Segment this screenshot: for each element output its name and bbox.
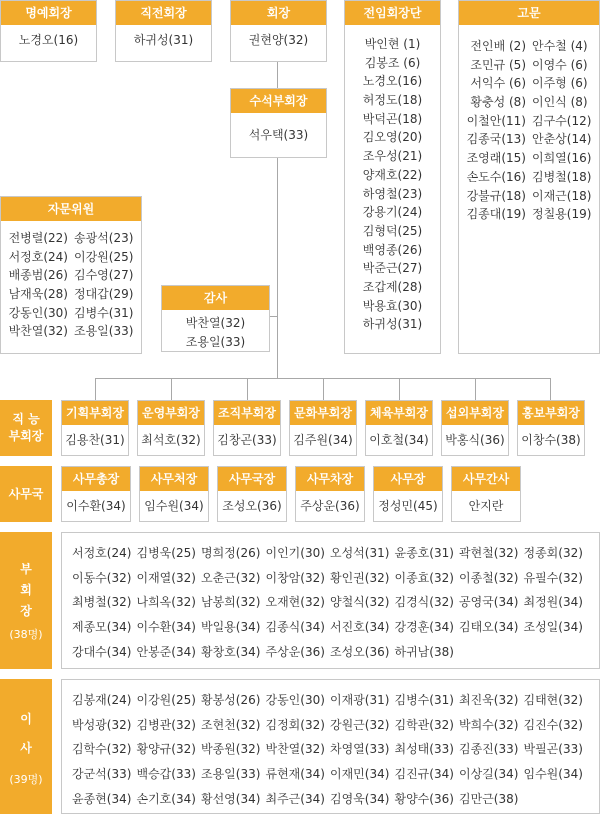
director-name: 김학관(32): [394, 717, 454, 732]
director-name: 박희수(32): [459, 717, 519, 732]
past-president-name: 하귀성(31): [362, 317, 423, 332]
past-president-name: 조갑제(28): [362, 279, 423, 294]
office-name: 주상운(36): [300, 499, 360, 513]
vice-president-name: 강대수(34): [72, 644, 132, 659]
president-box: [230, 0, 327, 62]
vice-president-row: [72, 590, 599, 615]
past-president-name: 박용효(30): [362, 298, 423, 313]
functional-vp-label-line2: 부회장: [8, 429, 44, 443]
consultant-name: 김병수(31): [74, 305, 134, 320]
past-president-name: 박인현 (1): [364, 37, 421, 51]
director-name: 백승갑(33): [136, 767, 196, 782]
vp-title: 홍보부회장: [518, 401, 584, 425]
consultant-name: 정대갑(29): [74, 287, 134, 302]
functional-vp-label: [0, 400, 52, 456]
consultant-row: [1, 229, 141, 248]
advisor-name: 정칠용(19): [532, 207, 592, 222]
vice-president-name: 오재현(32): [265, 595, 325, 610]
advisor-name: 안춘상(14): [532, 132, 592, 147]
vp-box: [365, 400, 433, 456]
director-row: [72, 762, 599, 787]
office-name: 조성오(36): [222, 499, 282, 513]
director-name: 류현재(34): [265, 767, 325, 782]
director-name: 김태현(32): [523, 693, 583, 707]
past-president-name: 백영종(26): [362, 242, 423, 257]
vice-president-name: 하귀남(38): [394, 644, 454, 659]
vice-president-name: 조성일(34): [523, 620, 583, 635]
vice-president-name: 이수환(34): [136, 620, 196, 635]
directors-label-text: (39명): [9, 773, 43, 786]
directors-label-text: 이: [20, 712, 32, 726]
advisor-name: 이영수 (6): [532, 57, 588, 72]
director-name: 황선영(34): [201, 791, 261, 806]
director-name: 김진수(32): [523, 717, 583, 732]
consultants-title: 자문위원: [1, 197, 141, 221]
past-president-name: 하영철(23): [362, 186, 423, 201]
vice-president-name: 양철식(32): [330, 595, 390, 610]
director-name: 이상길(34): [459, 767, 519, 782]
vice-president-name: 최정원(34): [523, 595, 583, 610]
director-name: 이재광(31): [330, 693, 390, 707]
advisor-name: 조영래(15): [466, 151, 526, 166]
vice-president-row: [72, 566, 599, 591]
vp-name: 이호철(34): [369, 433, 429, 447]
president-title: 회장: [231, 1, 326, 25]
vice-president-name: 주상운(36): [265, 644, 325, 659]
auditors-title: 감사: [162, 286, 269, 310]
director-name: 임수원(34): [523, 767, 583, 782]
auditor-name: 박찬열(32): [185, 316, 246, 330]
consultant-name: 이강원(25): [74, 249, 134, 264]
director-name: 김병수(31): [394, 693, 454, 707]
vice-president-name: 조성오(36): [330, 644, 390, 659]
connector-line: [475, 378, 476, 400]
director-row: [72, 713, 599, 738]
advisor-name: 서익수 (6): [470, 76, 526, 91]
vice-president-name: 정종회(32): [523, 546, 583, 560]
vice-president-name: 최병철(32): [72, 595, 132, 610]
functional-vp-label-line1: 직 능: [12, 412, 40, 426]
past-president-name: 김형덕(25): [362, 223, 423, 238]
vice-president-name: 서정호(24): [72, 546, 132, 560]
past-president-name: 노경오(16): [362, 74, 423, 89]
office-title: 사무처장: [140, 467, 208, 491]
director-name: 황양수(36): [394, 791, 454, 806]
vice-president-name: 김병욱(25): [136, 546, 196, 560]
vp-name: 김용찬(31): [65, 433, 125, 447]
director-name: 황봉성(26): [201, 693, 261, 707]
consultant-row: [1, 322, 141, 341]
auditors-box: [161, 285, 270, 352]
connector-line: [399, 378, 400, 400]
consultant-row: [1, 248, 141, 267]
advisor-name: 강불규(18): [466, 188, 526, 203]
advisors-box: [458, 0, 600, 354]
advisors-title: 고문: [459, 1, 599, 25]
director-name: 김병관(32): [136, 717, 196, 732]
past-president-name: 김오영(20): [362, 130, 423, 145]
advisor-name: 김종대(19): [466, 207, 526, 222]
vice-president-name: 이종철(32): [459, 570, 519, 585]
office-box: [295, 466, 365, 522]
past-president-name: 박준근(27): [362, 261, 423, 276]
advisor-row: [459, 74, 599, 93]
director-name: 이재민(34): [330, 767, 390, 782]
advisor-row: [459, 37, 599, 56]
advisor-row: [459, 149, 599, 168]
vice-president-name: 김종식(34): [265, 620, 325, 635]
vp-name: 김주원(34): [293, 433, 353, 447]
director-name: 김학수(32): [72, 742, 132, 757]
vice-president-name: 남봉희(32): [201, 595, 261, 610]
vice-presidents-list: [61, 532, 600, 669]
consultant-name: 조용일(33): [74, 324, 134, 339]
director-name: 조현천(32): [201, 717, 261, 732]
vp-name: 최석호(32): [141, 433, 201, 447]
vice-presidents-label: [0, 532, 52, 669]
vice-presidents-label-text: 부: [20, 561, 32, 576]
consultant-row: [1, 285, 141, 304]
vice-president-name: 서진호(34): [330, 620, 390, 635]
director-name: 김영욱(34): [330, 791, 390, 806]
director-row: [72, 737, 599, 762]
vice-presidents-label-text: 장: [20, 603, 32, 618]
vp-box: [137, 400, 205, 456]
consultant-name: 강동인(30): [8, 305, 68, 320]
vice-president-name: 이재열(32): [136, 570, 196, 585]
director-row: [72, 688, 599, 713]
director-name: 윤종현(34): [72, 791, 132, 806]
office-box: [139, 466, 209, 522]
connector-line: [171, 378, 172, 400]
office-name: 안지란: [468, 499, 504, 513]
director-row: [72, 787, 599, 812]
past-president-name: 김봉조 (6): [364, 55, 421, 70]
office-title: 사무국장: [218, 467, 286, 491]
past-president-name: 허정도(18): [362, 93, 423, 108]
directors-list: [61, 679, 600, 814]
vice-president-name: 공영국(34): [459, 595, 519, 610]
director-name: 박성광(32): [72, 717, 132, 732]
directors-label-text: 사: [20, 741, 32, 755]
advisor-name: 손도수(16): [466, 169, 526, 184]
vp-box: [61, 400, 129, 456]
director-name: 박필곤(33): [523, 742, 583, 757]
consultant-name: 남재욱(28): [8, 287, 68, 302]
vice-president-name: 제종모(34): [72, 620, 132, 635]
vice-president-name: 김태오(34): [459, 620, 519, 635]
director-name: 김봉재(24): [72, 693, 132, 707]
former-president-box: [115, 0, 212, 62]
vp-title: 조직부회장: [214, 401, 280, 425]
vice-president-name: 강경훈(34): [394, 620, 454, 635]
office-name: 임수원(34): [144, 499, 204, 513]
advisor-name: 이철안(11): [466, 113, 526, 128]
advisor-row: [459, 187, 599, 206]
director-name: 최성태(33): [394, 742, 454, 757]
office-title: 사무장: [374, 467, 442, 491]
advisor-name: 황충성 (8): [470, 95, 526, 110]
vice-president-name: 곽현철(32): [459, 546, 519, 560]
vice-presidents-label-text: (38명): [9, 627, 43, 641]
director-name: 최주근(34): [265, 791, 325, 806]
vice-president-row: [72, 640, 599, 665]
vp-box: [517, 400, 585, 456]
vice-president-name: 윤종호(31): [394, 546, 454, 560]
connector-line: [323, 378, 324, 400]
vice-president-name: 안봉준(34): [136, 644, 196, 659]
director-name: 박찬열(32): [265, 742, 325, 757]
vice-president-name: 황인권(32): [330, 570, 390, 585]
consultants-box: [0, 196, 142, 354]
consultant-row: [1, 266, 141, 285]
advisor-row: [459, 93, 599, 112]
vp-title: 운영부회장: [138, 401, 204, 425]
director-name: 손기호(34): [136, 791, 196, 806]
vp-title: 체육부회장: [366, 401, 432, 425]
office-title: 사무차장: [296, 467, 364, 491]
vice-president-name: 이창암(32): [265, 570, 325, 585]
office-title: 사무총장: [62, 467, 130, 491]
office-box: [373, 466, 443, 522]
advisor-name: 이주형 (6): [532, 76, 588, 91]
former-president-title: 직전회장: [116, 1, 211, 25]
vp-name: 박홍식(36): [445, 433, 505, 447]
vp-title: 문화부회장: [290, 401, 356, 425]
vice-president-name: 김경식(32): [394, 595, 454, 610]
advisor-name: 안수철 (4): [532, 39, 588, 53]
consultant-name: 김수영(27): [74, 268, 134, 283]
director-name: 이강원(25): [136, 693, 196, 707]
former-president-name: 하귀성(31): [133, 33, 194, 47]
vp-name: 김창곤(33): [217, 433, 277, 447]
vp-title: 섭외부회장: [442, 401, 508, 425]
consultant-row: [1, 304, 141, 323]
vice-president-name: 명희정(26): [201, 546, 261, 560]
office-label: [0, 466, 52, 522]
director-name: 황양규(32): [136, 742, 196, 757]
consultant-name: 전병렬(22): [8, 231, 68, 245]
office-box: [217, 466, 287, 522]
director-name: 차영열(33): [330, 742, 390, 757]
director-name: 김종진(33): [459, 742, 519, 757]
senior-vp-title: 수석부회장: [231, 89, 326, 113]
director-name: 조용일(33): [201, 767, 261, 782]
director-name: 강동인(30): [265, 693, 325, 707]
honorary-president-box: [0, 0, 97, 62]
vice-president-name: 박일용(34): [201, 620, 261, 635]
connector-line: [550, 378, 551, 400]
past-presidents-box: [344, 0, 441, 354]
vp-box: [213, 400, 281, 456]
office-box: [61, 466, 131, 522]
senior-vp-name: 석우택(33): [248, 128, 309, 142]
vice-president-row: [72, 615, 599, 640]
consultant-name: 서정호(24): [8, 249, 68, 264]
director-name: 김정회(32): [265, 717, 325, 732]
director-name: 강원근(32): [330, 717, 390, 732]
director-name: 강군석(33): [72, 767, 132, 782]
vp-box: [289, 400, 357, 456]
vice-president-name: 이동수(32): [72, 570, 132, 585]
director-name: 박종원(32): [201, 742, 261, 757]
vice-president-name: 나희옥(32): [136, 595, 196, 610]
advisor-row: [459, 112, 599, 131]
honorary-president-name: 노경오(16): [18, 33, 79, 47]
director-name: 김진규(34): [394, 767, 454, 782]
advisor-name: 김병철(18): [532, 169, 592, 184]
auditor-name: 조용일(33): [185, 334, 246, 349]
office-name: 이수환(34): [66, 499, 126, 513]
vice-president-name: 오성석(31): [330, 546, 390, 560]
office-title: 사무간사: [452, 467, 520, 491]
advisor-name: 김구수(12): [532, 113, 592, 128]
connector-line: [277, 158, 278, 378]
directors-label: [0, 679, 52, 814]
connector-line: [277, 62, 278, 88]
director-name: 최진욱(32): [459, 693, 519, 707]
past-presidents-title: 전임회장단: [345, 1, 440, 25]
advisor-name: 전인배 (2): [470, 39, 526, 53]
advisor-name: 조민규 (5): [470, 57, 526, 72]
advisor-row: [459, 130, 599, 149]
vp-title: 기획부회장: [62, 401, 128, 425]
vp-box: [441, 400, 509, 456]
advisor-name: 이재근(18): [532, 188, 592, 203]
past-president-name: 박덕곤(18): [362, 111, 423, 126]
past-president-name: 조우성(21): [362, 149, 423, 164]
office-name: 정성민(45): [378, 499, 438, 513]
vice-presidents-label-text: 회: [20, 582, 32, 597]
consultant-name: 배종범(26): [8, 268, 68, 283]
vice-president-name: 이종효(32): [394, 570, 454, 585]
advisor-row: [459, 168, 599, 187]
office-label-text: 사무국: [8, 486, 44, 501]
senior-vp-box: [230, 88, 327, 158]
advisor-row: [459, 205, 599, 224]
vice-president-name: 황창호(34): [201, 644, 261, 659]
vice-president-name: 유필수(32): [523, 570, 583, 585]
vice-president-name: 오춘근(32): [201, 570, 261, 585]
advisor-row: [459, 56, 599, 75]
advisor-name: 이희열(16): [532, 151, 592, 166]
honorary-president-title: 명예회장: [1, 1, 96, 25]
consultant-name: 송광석(23): [74, 231, 134, 245]
past-president-name: 양재호(22): [362, 167, 423, 182]
past-president-name: 강용기(24): [362, 205, 423, 220]
director-name: 김만근(38): [459, 791, 519, 806]
advisor-name: 김종국(13): [466, 132, 526, 147]
vp-name: 이창수(38): [521, 433, 581, 447]
connector-line: [247, 378, 248, 400]
president-name: 권현양(32): [248, 33, 309, 47]
office-box: [451, 466, 521, 522]
vice-president-name: 이인기(30): [265, 546, 325, 560]
connector-line: [95, 378, 96, 400]
advisor-name: 이인식 (8): [532, 95, 588, 110]
consultant-name: 박찬열(32): [8, 324, 68, 339]
vice-president-row: [72, 541, 599, 566]
